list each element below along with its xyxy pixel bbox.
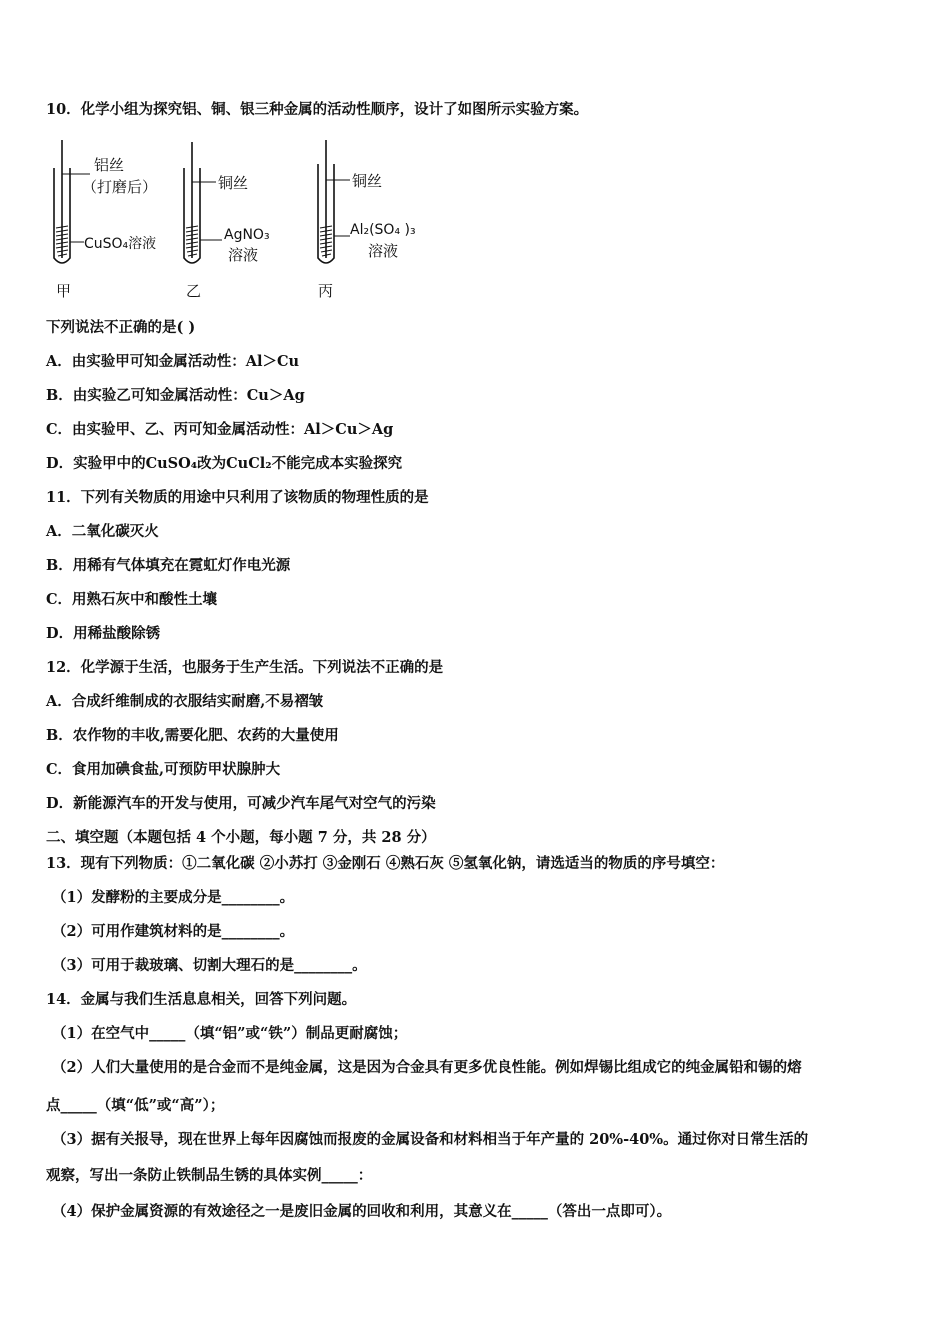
q13-part-2: （2）可用作建筑材料的是________。 (52, 923, 295, 940)
q10-option-b: B．由实验乙可知金属活动性：Cu＞Ag (46, 387, 305, 404)
q14-part-4: （4）保护金属资源的有效途径之一是废旧金属的回收和利用，其意义在_____（答出一点即可）。 (52, 1203, 672, 1220)
q14-stem: 14．金属与我们生活息息相关，回答下列问题。 (46, 991, 357, 1008)
bing-wire-label: 铜丝 (352, 172, 383, 190)
q12-option-a: A．合成纤维制成的衣服结实耐磨,不易褶皱 (46, 693, 324, 710)
jia-wire-note: （打磨后） (82, 178, 158, 196)
yi-wire-label: 铜丝 (218, 174, 249, 192)
section-2-heading: 二、填空题（本题包括 4 个小题，每小题 7 分，共 28 分） (46, 829, 436, 846)
q13-part-1: （1）发酵粉的主要成分是________。 (52, 889, 295, 906)
q10-stem: 10．化学小组为探究铝、铜、银三种金属的活动性顺序，设计了如图所示实验方案。 (46, 101, 589, 118)
q14-part-1: （1）在空气中_____（填“铝”或“铁”）制品更耐腐蚀； (52, 1025, 408, 1042)
jia-solution-label: CuSO₄溶液 (84, 236, 157, 252)
q12-stem: 12．化学源于生活，也服务于生产生活。下列说法不正确的是 (46, 659, 444, 676)
experiment-figure (40, 136, 440, 306)
test-tube-bing (318, 140, 416, 300)
bing-name: 丙 (318, 282, 334, 300)
jia-name: 甲 (56, 282, 72, 300)
yi-solution-label: 溶液 (228, 246, 259, 264)
q12-option-b: B．农作物的丰收,需要化肥、农药的大量使用 (46, 727, 339, 744)
yi-solution-formula: AgNO₃ (224, 227, 270, 243)
q11-option-d: D．用稀盐酸除锈 (46, 625, 161, 642)
jia-wire-label: 铝丝 (94, 156, 125, 174)
q14-part-3-line-2: 观察，写出一条防止铁制品生锈的具体实例_____： (46, 1167, 373, 1184)
q13-stem: 13．现有下列物质：①二氧化碳 ②小苏打 ③金刚石 ④熟石灰 ⑤氢氧化钠，请选适当的物质的序号填空： (46, 855, 725, 872)
bing-solution-formula: Al₂(SO₄ )₃ (350, 222, 416, 238)
q11-option-c: C．用熟石灰中和酸性土壤 (46, 591, 218, 608)
q14-part-2-line-1: （2）人们大量使用的是合金而不是纯金属，这是因为合金具有更多优良性能。例如焊锡比组成它的纯金属铅和锡的熔 (52, 1059, 802, 1076)
q11-stem: 11．下列有关物质的用途中只利用了该物质的物理性质的是 (46, 489, 429, 506)
test-tube-yi (184, 142, 270, 300)
q13-part-3: （3）可用于裁玻璃、切割大理石的是________。 (52, 957, 367, 974)
bing-solution-label: 溶液 (368, 242, 399, 260)
q12-option-c: C．食用加碘食盐,可预防甲状腺肿大 (46, 761, 281, 778)
test-tube-jia (54, 140, 157, 300)
q10-prompt: 下列说法不正确的是( ) (46, 319, 196, 336)
q10-option-d: D．实验甲中的CuSO₄改为CuCl₂不能完成本实验探究 (46, 455, 403, 472)
q11-option-b: B．用稀有气体填充在霓虹灯作电光源 (46, 557, 291, 574)
q14-part-2-line-2: 点_____（填“低”或“高”）； (46, 1097, 225, 1114)
q12-option-d: D．新能源汽车的开发与使用，可减少汽车尾气对空气的污染 (46, 795, 436, 812)
q11-option-a: A．二氧化碳灭火 (46, 523, 159, 540)
q10-option-c: C．由实验甲、乙、丙可知金属活动性：Al＞Cu＞Ag (46, 421, 394, 438)
yi-name: 乙 (186, 282, 202, 300)
q14-part-3-line-1: （3）据有关报导，现在世界上每年因腐蚀而报废的金属设备和材料相当于年产量的 20%-40%。通过你对日常生活的 (52, 1131, 809, 1148)
q10-option-a: A．由实验甲可知金属活动性：Al＞Cu (46, 353, 300, 370)
